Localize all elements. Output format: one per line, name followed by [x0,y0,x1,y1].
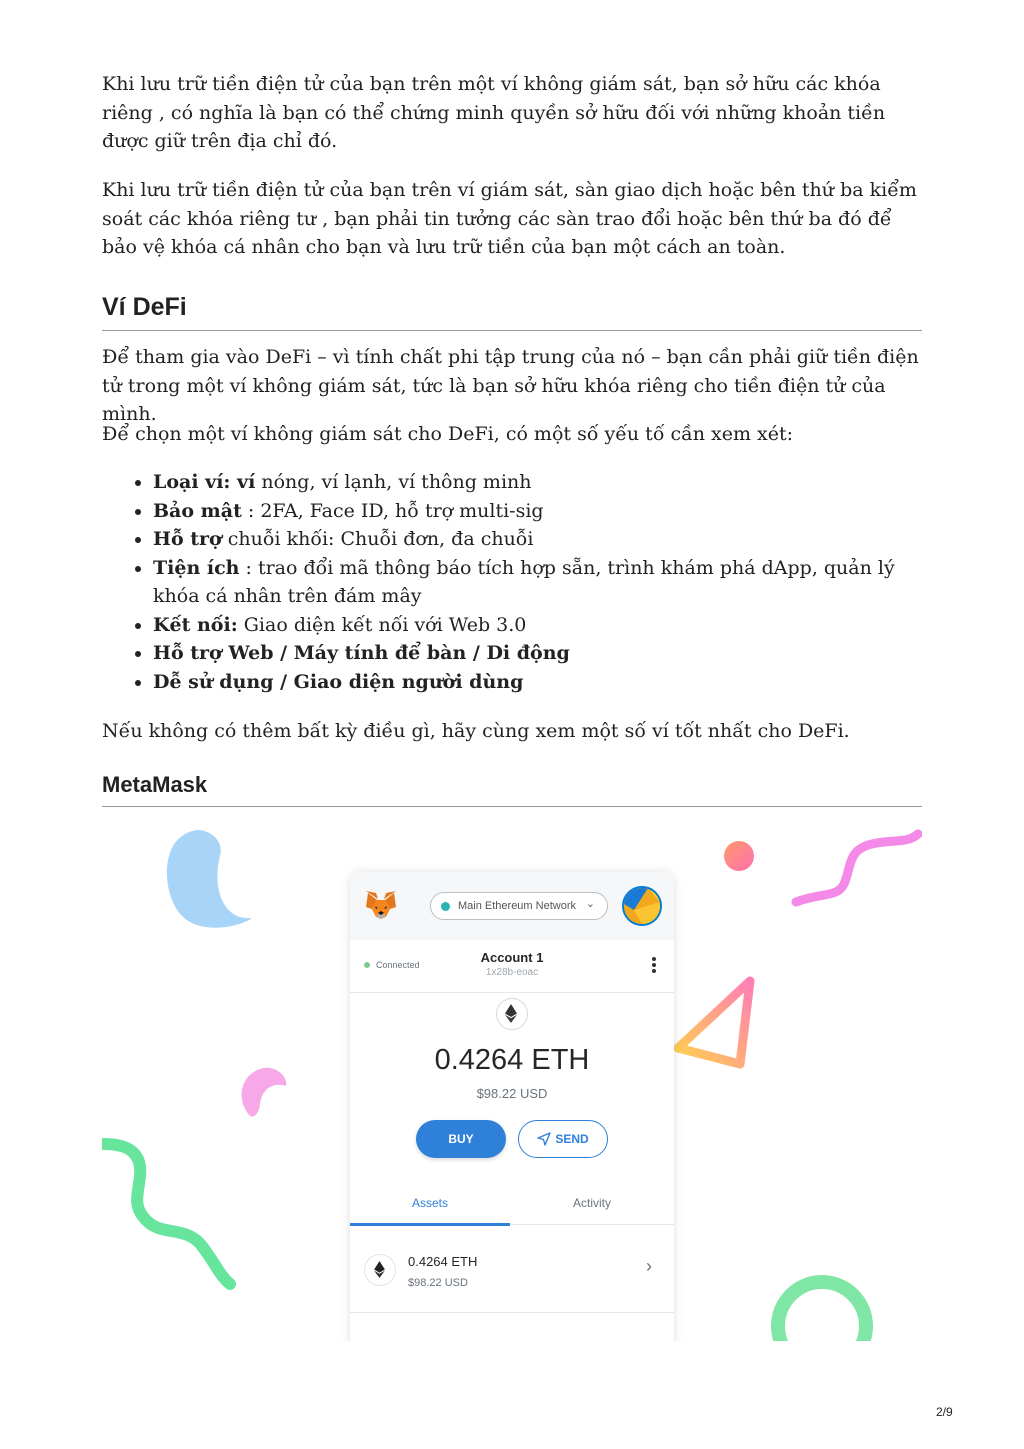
account-name[interactable]: Account 1 [480,950,544,965]
account-bar [350,940,674,993]
connection-label: Connected [376,960,420,970]
metamask-fox-icon [364,889,398,921]
paragraph-custodial-intro: Khi lưu trữ tiền điện tử của bạn trên một ví không giám sát, bạn sở hữu các khóa riêng , có nghĩa là bạn có thể chứng minh quyền sở hữu đối với những khoản tiền được giữ trên địa chỉ đó. [102,73,886,152]
list-item-text: : 2FA, Face ID, hỗ trợ multi-sig [241,499,544,522]
list-item-bold: Hỗ trợ [153,528,222,550]
network-status-dot [441,902,450,911]
pink-blob-shape [242,1068,287,1117]
yellow-triangle-shape [678,981,750,1064]
list-item [153,525,922,554]
tab-activity[interactable]: Activity [572,1196,611,1210]
asset-row-eth[interactable] [350,1226,674,1313]
list-item [153,497,922,526]
usd-balance: $98.22 USD [476,1086,548,1101]
kebab-menu-icon[interactable] [652,957,656,975]
identicon-icon [624,888,660,924]
eth-logo-icon [496,998,528,1030]
list-item [153,668,922,697]
list-item-bold: Loại ví: ví [153,471,256,493]
list-item [153,611,922,640]
metamask-illustration [102,826,922,1341]
paragraph-factors-intro: Để chọn một ví không giám sát cho DeFi, có một số yếu tố cần xem xét: [102,423,794,445]
list-item [153,639,922,668]
list-item-bold: Dễ sử dụng / Giao diện người dùng [153,670,524,693]
chevron-down-icon: ⌄ [585,898,595,910]
factors-list [102,468,922,696]
paragraph-transition: Nếu không có thêm bất kỳ điều gì, hãy cùng xem một số ví tốt nhất cho DeFi. [102,720,850,742]
heading-defi-wallet: Ví DeFi [102,293,922,331]
send-button[interactable] [518,1120,608,1158]
asset-usd-value: $98.22 USD [408,1277,468,1289]
green-ring-shape [778,1282,866,1341]
buy-button[interactable]: BUY [416,1120,506,1158]
list-item-text: Giao diện kết nối với Web 3.0 [237,613,527,636]
page-number: 2/9 [936,1405,953,1419]
heading-metamask: MetaMask [102,772,922,807]
network-label: Main Ethereum Network [458,900,576,912]
pink-squiggle-shape [796,834,918,902]
eth-balance: 0.4264 ETH [434,1044,590,1076]
list-item [153,468,922,497]
paragraph-custodial-risk: Khi lưu trữ tiền điện tử của bạn trên ví giám sát, sàn giao dịch hoặc bên thứ ba kiểm soát các khóa riêng tư , bạn phải tin tưởng các sàn trao đổi hoặc bên thứ ba đó để bảo vệ khóa cá nhân cho bạn và lưu trữ tiền của bạn một cách an toàn. [102,179,917,258]
wallet-popup [350,872,674,1341]
list-item-text: chuỗi khối: Chuỗi đơn, đa chuỗi [221,528,534,550]
network-selector[interactable] [430,892,608,920]
tab-assets[interactable]: Assets [411,1196,448,1210]
list-item-text: : trao đổi mã thông báo tích hợp sẵn, trình khám phá dApp, quản lý khóa cá nhân trên đám mây [153,556,895,607]
blue-crescent-shape [167,830,252,928]
list-item-bold: Bảo mật [153,499,242,522]
orange-orb-shape [724,841,754,871]
paragraph-defi-intro: Để tham gia vào DeFi – vì tính chất phi tập trung của nó – bạn cần phải giữ tiền điện tử trong một ví không giám sát, tức là bạn sở hữu khóa riêng cho tiền điện tử của mình. [102,346,919,425]
list-item-bold: Tiện ích [153,556,240,579]
asset-amount: 0.4264 ETH [408,1254,478,1269]
account-address[interactable]: 1x28b-eoac [485,967,539,978]
green-squiggle-shape [104,1144,230,1284]
list-item-bold: Hỗ trợ Web / Máy tính để bàn / Di động [153,642,570,664]
list-item-text: nóng, ví lạnh, ví thông minh [255,471,532,493]
list-item-bold: Kết nối: [153,613,238,636]
chevron-right-icon: › [646,1256,652,1276]
list-item [153,554,922,611]
send-label: SEND [555,1132,589,1146]
send-arrow-icon [537,1132,551,1146]
account-avatar[interactable] [622,886,662,926]
eth-token-icon [364,1254,396,1286]
